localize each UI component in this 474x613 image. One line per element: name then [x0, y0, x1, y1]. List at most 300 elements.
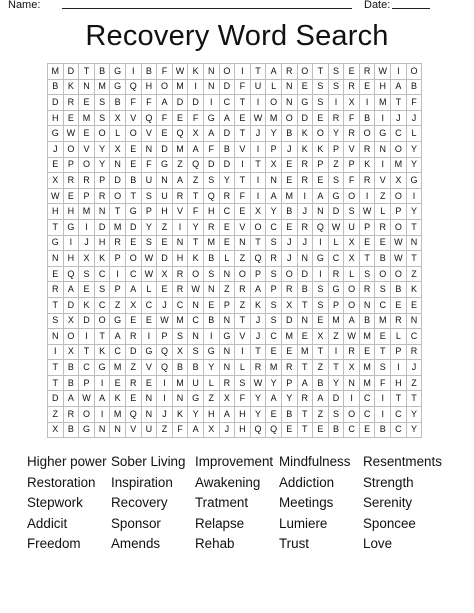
grid-cell[interactable]: E	[79, 95, 95, 111]
grid-cell[interactable]: W	[141, 251, 157, 267]
grid-cell[interactable]: G	[375, 126, 391, 142]
grid-cell[interactable]: E	[219, 235, 235, 251]
grid-cell[interactable]: S	[266, 313, 282, 329]
grid-cell[interactable]: A	[188, 141, 204, 157]
grid-cell[interactable]: C	[391, 126, 407, 142]
grid-cell[interactable]: R	[281, 64, 297, 80]
grid-cell[interactable]: E	[406, 297, 422, 313]
grid-cell[interactable]: X	[48, 422, 64, 438]
grid-cell[interactable]: W	[48, 188, 64, 204]
grid-cell[interactable]: O	[125, 251, 141, 267]
grid-cell[interactable]: Q	[250, 251, 266, 267]
grid-cell[interactable]: M	[203, 235, 219, 251]
grid-cell[interactable]: W	[141, 266, 157, 282]
grid-cell[interactable]: U	[141, 173, 157, 189]
grid-cell[interactable]: F	[235, 188, 251, 204]
grid-cell[interactable]: R	[359, 141, 375, 157]
grid-cell[interactable]: T	[235, 313, 251, 329]
grid-cell[interactable]: M	[281, 329, 297, 345]
grid-cell[interactable]: W	[250, 110, 266, 126]
grid-cell[interactable]: I	[79, 219, 95, 235]
grid-cell[interactable]: G	[79, 422, 95, 438]
grid-cell[interactable]: J	[48, 141, 64, 157]
grid-cell[interactable]: A	[219, 407, 235, 423]
grid-cell[interactable]: Q	[125, 79, 141, 95]
grid-cell[interactable]: V	[141, 126, 157, 142]
grid-cell[interactable]: Z	[313, 407, 329, 423]
grid-cell[interactable]: J	[250, 313, 266, 329]
grid-cell[interactable]: G	[203, 110, 219, 126]
grid-cell[interactable]: I	[406, 188, 422, 204]
grid-cell[interactable]: N	[203, 64, 219, 80]
grid-cell[interactable]: V	[235, 219, 251, 235]
grid-cell[interactable]: C	[79, 360, 95, 376]
grid-cell[interactable]: H	[235, 407, 251, 423]
grid-cell[interactable]: N	[406, 235, 422, 251]
grid-cell[interactable]: M	[172, 313, 188, 329]
grid-cell[interactable]: P	[94, 173, 110, 189]
grid-cell[interactable]: Z	[235, 297, 251, 313]
grid-cell[interactable]: O	[359, 126, 375, 142]
grid-cell[interactable]: S	[203, 266, 219, 282]
grid-cell[interactable]: W	[63, 126, 79, 142]
grid-cell[interactable]: I	[94, 375, 110, 391]
grid-cell[interactable]: E	[281, 173, 297, 189]
grid-cell[interactable]: E	[266, 407, 282, 423]
grid-cell[interactable]: P	[391, 344, 407, 360]
grid-cell[interactable]: M	[172, 141, 188, 157]
grid-cell[interactable]: R	[297, 219, 313, 235]
grid-cell[interactable]: Z	[328, 329, 344, 345]
grid-cell[interactable]: J	[406, 110, 422, 126]
grid-cell[interactable]: S	[344, 204, 360, 220]
grid-cell[interactable]: T	[297, 422, 313, 438]
grid-cell[interactable]: N	[281, 95, 297, 111]
grid-cell[interactable]: Z	[110, 297, 126, 313]
grid-cell[interactable]: P	[266, 141, 282, 157]
grid-cell[interactable]: A	[63, 282, 79, 298]
grid-cell[interactable]: R	[266, 251, 282, 267]
grid-cell[interactable]: A	[344, 313, 360, 329]
grid-cell[interactable]: Y	[250, 391, 266, 407]
grid-cell[interactable]: T	[94, 329, 110, 345]
grid-cell[interactable]: I	[172, 219, 188, 235]
grid-cell[interactable]: Y	[250, 407, 266, 423]
grid-cell[interactable]: E	[313, 173, 329, 189]
grid-cell[interactable]: W	[391, 235, 407, 251]
grid-cell[interactable]: C	[172, 297, 188, 313]
grid-cell[interactable]: X	[79, 251, 95, 267]
grid-cell[interactable]: R	[375, 219, 391, 235]
grid-cell[interactable]: S	[141, 235, 157, 251]
grid-cell[interactable]: N	[94, 422, 110, 438]
grid-cell[interactable]: R	[359, 64, 375, 80]
grid-cell[interactable]: X	[281, 297, 297, 313]
grid-cell[interactable]: F	[188, 204, 204, 220]
grid-cell[interactable]: P	[79, 375, 95, 391]
grid-cell[interactable]: O	[94, 313, 110, 329]
grid-cell[interactable]: R	[328, 266, 344, 282]
grid-cell[interactable]: B	[406, 79, 422, 95]
grid-cell[interactable]: C	[375, 297, 391, 313]
grid-cell[interactable]: E	[281, 219, 297, 235]
grid-cell[interactable]: K	[79, 297, 95, 313]
grid-cell[interactable]: E	[157, 282, 173, 298]
grid-cell[interactable]: T	[297, 407, 313, 423]
grid-cell[interactable]: Y	[219, 173, 235, 189]
grid-cell[interactable]: I	[375, 391, 391, 407]
grid-cell[interactable]: Z	[157, 219, 173, 235]
grid-cell[interactable]: P	[359, 219, 375, 235]
grid-cell[interactable]: U	[250, 79, 266, 95]
grid-cell[interactable]: M	[266, 360, 282, 376]
grid-cell[interactable]: P	[63, 157, 79, 173]
grid-cell[interactable]: K	[250, 297, 266, 313]
grid-cell[interactable]: S	[328, 79, 344, 95]
grid-cell[interactable]: D	[157, 251, 173, 267]
grid-cell[interactable]: N	[219, 313, 235, 329]
grid-cell[interactable]: J	[250, 126, 266, 142]
grid-cell[interactable]: C	[125, 266, 141, 282]
grid-cell[interactable]: J	[406, 360, 422, 376]
grid-cell[interactable]: R	[359, 282, 375, 298]
grid-cell[interactable]: R	[344, 344, 360, 360]
grid-cell[interactable]: N	[79, 79, 95, 95]
grid-cell[interactable]: S	[235, 375, 251, 391]
grid-cell[interactable]: K	[313, 141, 329, 157]
grid-cell[interactable]: C	[94, 297, 110, 313]
grid-cell[interactable]: X	[63, 344, 79, 360]
grid-cell[interactable]: Q	[313, 219, 329, 235]
grid-cell[interactable]: L	[203, 375, 219, 391]
grid-cell[interactable]: I	[250, 188, 266, 204]
grid-cell[interactable]: T	[250, 344, 266, 360]
grid-cell[interactable]: N	[281, 79, 297, 95]
grid-cell[interactable]: A	[266, 188, 282, 204]
grid-cell[interactable]: Q	[125, 407, 141, 423]
grid-cell[interactable]: E	[375, 329, 391, 345]
grid-cell[interactable]: I	[235, 344, 251, 360]
grid-cell[interactable]: A	[219, 110, 235, 126]
grid-cell[interactable]: Z	[172, 157, 188, 173]
grid-cell[interactable]: B	[172, 360, 188, 376]
grid-cell[interactable]: A	[188, 422, 204, 438]
grid-cell[interactable]: M	[375, 95, 391, 111]
grid-cell[interactable]: H	[375, 79, 391, 95]
grid-cell[interactable]: R	[79, 173, 95, 189]
grid-cell[interactable]: Y	[406, 204, 422, 220]
grid-cell[interactable]: R	[344, 79, 360, 95]
grid-cell[interactable]: R	[48, 282, 64, 298]
grid-cell[interactable]: T	[235, 95, 251, 111]
grid-cell[interactable]: F	[344, 110, 360, 126]
grid-cell[interactable]: P	[281, 375, 297, 391]
grid-cell[interactable]: P	[110, 251, 126, 267]
grid-cell[interactable]: X	[344, 251, 360, 267]
grid-cell[interactable]: R	[328, 110, 344, 126]
grid-cell[interactable]: O	[344, 297, 360, 313]
grid-cell[interactable]: H	[203, 407, 219, 423]
grid-cell[interactable]: R	[125, 375, 141, 391]
grid-cell[interactable]: G	[328, 188, 344, 204]
grid-cell[interactable]: O	[219, 64, 235, 80]
grid-cell[interactable]: R	[172, 266, 188, 282]
grid-cell[interactable]: O	[391, 219, 407, 235]
grid-cell[interactable]: S	[266, 297, 282, 313]
grid-cell[interactable]: Y	[266, 204, 282, 220]
grid-cell[interactable]: B	[63, 422, 79, 438]
grid-cell[interactable]: F	[375, 375, 391, 391]
grid-cell[interactable]: Q	[63, 266, 79, 282]
grid-cell[interactable]: I	[188, 79, 204, 95]
grid-cell[interactable]: B	[48, 79, 64, 95]
grid-cell[interactable]: F	[141, 157, 157, 173]
grid-cell[interactable]: I	[359, 188, 375, 204]
grid-cell[interactable]: K	[94, 344, 110, 360]
grid-cell[interactable]: K	[188, 64, 204, 80]
grid-cell[interactable]: Q	[141, 110, 157, 126]
grid-cell[interactable]: I	[375, 157, 391, 173]
grid-cell[interactable]: L	[219, 251, 235, 267]
grid-cell[interactable]: R	[406, 344, 422, 360]
grid-cell[interactable]: T	[391, 391, 407, 407]
grid-cell[interactable]: O	[250, 219, 266, 235]
grid-cell[interactable]: R	[219, 188, 235, 204]
grid-cell[interactable]: I	[79, 329, 95, 345]
grid-cell[interactable]: B	[141, 64, 157, 80]
grid-cell[interactable]: W	[375, 64, 391, 80]
grid-cell[interactable]: E	[203, 297, 219, 313]
grid-cell[interactable]: R	[219, 375, 235, 391]
grid-cell[interactable]: B	[391, 282, 407, 298]
grid-cell[interactable]: B	[63, 375, 79, 391]
grid-cell[interactable]: L	[235, 360, 251, 376]
grid-cell[interactable]: E	[281, 344, 297, 360]
grid-cell[interactable]: L	[344, 266, 360, 282]
grid-cell[interactable]: Q	[188, 157, 204, 173]
grid-cell[interactable]: M	[79, 204, 95, 220]
grid-cell[interactable]: V	[172, 204, 188, 220]
grid-cell[interactable]: I	[110, 266, 126, 282]
grid-cell[interactable]: E	[359, 344, 375, 360]
grid-cell[interactable]: A	[63, 391, 79, 407]
grid-cell[interactable]: E	[125, 141, 141, 157]
grid-cell[interactable]: L	[110, 126, 126, 142]
grid-cell[interactable]: N	[344, 375, 360, 391]
grid-cell[interactable]: Z	[406, 375, 422, 391]
grid-cell[interactable]: N	[48, 329, 64, 345]
grid-cell[interactable]: N	[235, 235, 251, 251]
grid-cell[interactable]: I	[94, 407, 110, 423]
grid-cell[interactable]: Z	[188, 173, 204, 189]
grid-cell[interactable]: N	[172, 391, 188, 407]
grid-cell[interactable]: E	[219, 219, 235, 235]
grid-cell[interactable]: Y	[188, 407, 204, 423]
grid-cell[interactable]: B	[313, 375, 329, 391]
grid-cell[interactable]: T	[235, 173, 251, 189]
grid-cell[interactable]: S	[328, 64, 344, 80]
grid-cell[interactable]: X	[48, 173, 64, 189]
grid-cell[interactable]: B	[110, 95, 126, 111]
grid-cell[interactable]: P	[79, 188, 95, 204]
grid-cell[interactable]: E	[79, 126, 95, 142]
grid-cell[interactable]: N	[406, 313, 422, 329]
grid-cell[interactable]: D	[281, 313, 297, 329]
grid-cell[interactable]: D	[219, 157, 235, 173]
grid-cell[interactable]: V	[344, 141, 360, 157]
grid-cell[interactable]: Y	[94, 157, 110, 173]
grid-cell[interactable]: L	[141, 282, 157, 298]
grid-cell[interactable]: W	[172, 64, 188, 80]
grid-cell[interactable]: Z	[157, 422, 173, 438]
grid-cell[interactable]: C	[391, 407, 407, 423]
grid-cell[interactable]: S	[328, 407, 344, 423]
grid-cell[interactable]: I	[313, 235, 329, 251]
grid-cell[interactable]: F	[235, 391, 251, 407]
grid-cell[interactable]: R	[110, 235, 126, 251]
grid-cell[interactable]: S	[313, 79, 329, 95]
grid-cell[interactable]: K	[63, 79, 79, 95]
grid-cell[interactable]: O	[63, 141, 79, 157]
grid-cell[interactable]: N	[141, 141, 157, 157]
grid-cell[interactable]: Y	[188, 219, 204, 235]
grid-cell[interactable]: W	[328, 219, 344, 235]
grid-cell[interactable]: T	[235, 126, 251, 142]
grid-cell[interactable]: U	[188, 375, 204, 391]
grid-cell[interactable]: X	[266, 157, 282, 173]
grid-cell[interactable]: D	[297, 110, 313, 126]
grid-cell[interactable]: O	[94, 126, 110, 142]
grid-cell[interactable]: F	[406, 95, 422, 111]
grid-cell[interactable]: O	[391, 141, 407, 157]
grid-cell[interactable]: V	[79, 141, 95, 157]
grid-cell[interactable]: H	[94, 235, 110, 251]
grid-cell[interactable]: D	[94, 219, 110, 235]
grid-cell[interactable]: T	[250, 235, 266, 251]
grid-cell[interactable]: O	[79, 407, 95, 423]
grid-cell[interactable]: I	[250, 173, 266, 189]
grid-cell[interactable]: G	[297, 95, 313, 111]
grid-cell[interactable]: T	[250, 157, 266, 173]
grid-cell[interactable]: E	[79, 282, 95, 298]
grid-cell[interactable]: Y	[266, 375, 282, 391]
grid-cell[interactable]: D	[297, 266, 313, 282]
grid-cell[interactable]: K	[406, 282, 422, 298]
grid-cell[interactable]: N	[266, 173, 282, 189]
grid-cell[interactable]: I	[48, 344, 64, 360]
grid-cell[interactable]: F	[125, 95, 141, 111]
grid-cell[interactable]: S	[266, 266, 282, 282]
grid-cell[interactable]: B	[375, 251, 391, 267]
grid-cell[interactable]: Z	[125, 360, 141, 376]
grid-cell[interactable]: X	[344, 95, 360, 111]
grid-cell[interactable]: E	[172, 110, 188, 126]
grid-cell[interactable]: H	[63, 204, 79, 220]
grid-cell[interactable]: E	[141, 313, 157, 329]
grid-cell[interactable]: A	[125, 282, 141, 298]
grid-cell[interactable]: T	[328, 360, 344, 376]
grid-cell[interactable]: D	[203, 157, 219, 173]
grid-cell[interactable]: B	[219, 141, 235, 157]
grid-cell[interactable]: R	[281, 282, 297, 298]
grid-cell[interactable]: R	[63, 407, 79, 423]
grid-cell[interactable]: B	[328, 422, 344, 438]
grid-cell[interactable]: E	[235, 110, 251, 126]
grid-cell[interactable]: M	[359, 375, 375, 391]
grid-cell[interactable]: D	[328, 391, 344, 407]
grid-cell[interactable]: T	[188, 188, 204, 204]
grid-cell[interactable]: A	[250, 282, 266, 298]
grid-cell[interactable]: D	[125, 219, 141, 235]
grid-cell[interactable]: E	[391, 297, 407, 313]
grid-cell[interactable]: E	[235, 204, 251, 220]
grid-cell[interactable]: J	[297, 235, 313, 251]
grid-cell[interactable]: O	[297, 64, 313, 80]
grid-cell[interactable]: H	[48, 204, 64, 220]
grid-cell[interactable]: J	[79, 235, 95, 251]
grid-cell[interactable]: U	[344, 219, 360, 235]
grid-cell[interactable]: M	[110, 219, 126, 235]
grid-cell[interactable]: Y	[266, 126, 282, 142]
grid-cell[interactable]: D	[110, 173, 126, 189]
grid-cell[interactable]: E	[48, 266, 64, 282]
grid-cell[interactable]: Q	[157, 360, 173, 376]
grid-cell[interactable]: C	[328, 251, 344, 267]
grid-cell[interactable]: V	[141, 360, 157, 376]
grid-cell[interactable]: T	[110, 204, 126, 220]
grid-cell[interactable]: H	[141, 79, 157, 95]
grid-cell[interactable]: D	[63, 297, 79, 313]
grid-cell[interactable]: R	[250, 360, 266, 376]
grid-cell[interactable]: B	[188, 360, 204, 376]
grid-cell[interactable]: I	[203, 329, 219, 345]
grid-cell[interactable]: N	[219, 266, 235, 282]
grid-cell[interactable]: Q	[266, 422, 282, 438]
grid-cell[interactable]: O	[281, 110, 297, 126]
grid-cell[interactable]: D	[48, 391, 64, 407]
grid-cell[interactable]: J	[281, 251, 297, 267]
grid-cell[interactable]: I	[391, 64, 407, 80]
grid-cell[interactable]: I	[157, 375, 173, 391]
grid-cell[interactable]: D	[172, 95, 188, 111]
grid-cell[interactable]: R	[235, 282, 251, 298]
grid-cell[interactable]: G	[188, 391, 204, 407]
grid-cell[interactable]: F	[172, 422, 188, 438]
grid-cell[interactable]: K	[297, 126, 313, 142]
grid-cell[interactable]: G	[406, 173, 422, 189]
grid-cell[interactable]: N	[172, 235, 188, 251]
grid-cell[interactable]: I	[313, 266, 329, 282]
grid-cell[interactable]: P	[328, 141, 344, 157]
grid-cell[interactable]: N	[141, 391, 157, 407]
grid-cell[interactable]: I	[250, 141, 266, 157]
grid-cell[interactable]: Q	[203, 188, 219, 204]
grid-cell[interactable]: O	[344, 282, 360, 298]
grid-cell[interactable]: A	[266, 391, 282, 407]
grid-cell[interactable]: O	[125, 126, 141, 142]
grid-cell[interactable]: C	[391, 422, 407, 438]
grid-cell[interactable]: W	[79, 391, 95, 407]
grid-cell[interactable]: O	[235, 266, 251, 282]
grid-cell[interactable]: P	[266, 282, 282, 298]
grid-cell[interactable]: R	[63, 173, 79, 189]
grid-cell[interactable]: N	[48, 251, 64, 267]
grid-cell[interactable]: N	[110, 422, 126, 438]
grid-cell[interactable]: F	[157, 64, 173, 80]
grid-cell[interactable]: M	[297, 344, 313, 360]
grid-cell[interactable]: Z	[406, 266, 422, 282]
grid-cell[interactable]: N	[297, 251, 313, 267]
